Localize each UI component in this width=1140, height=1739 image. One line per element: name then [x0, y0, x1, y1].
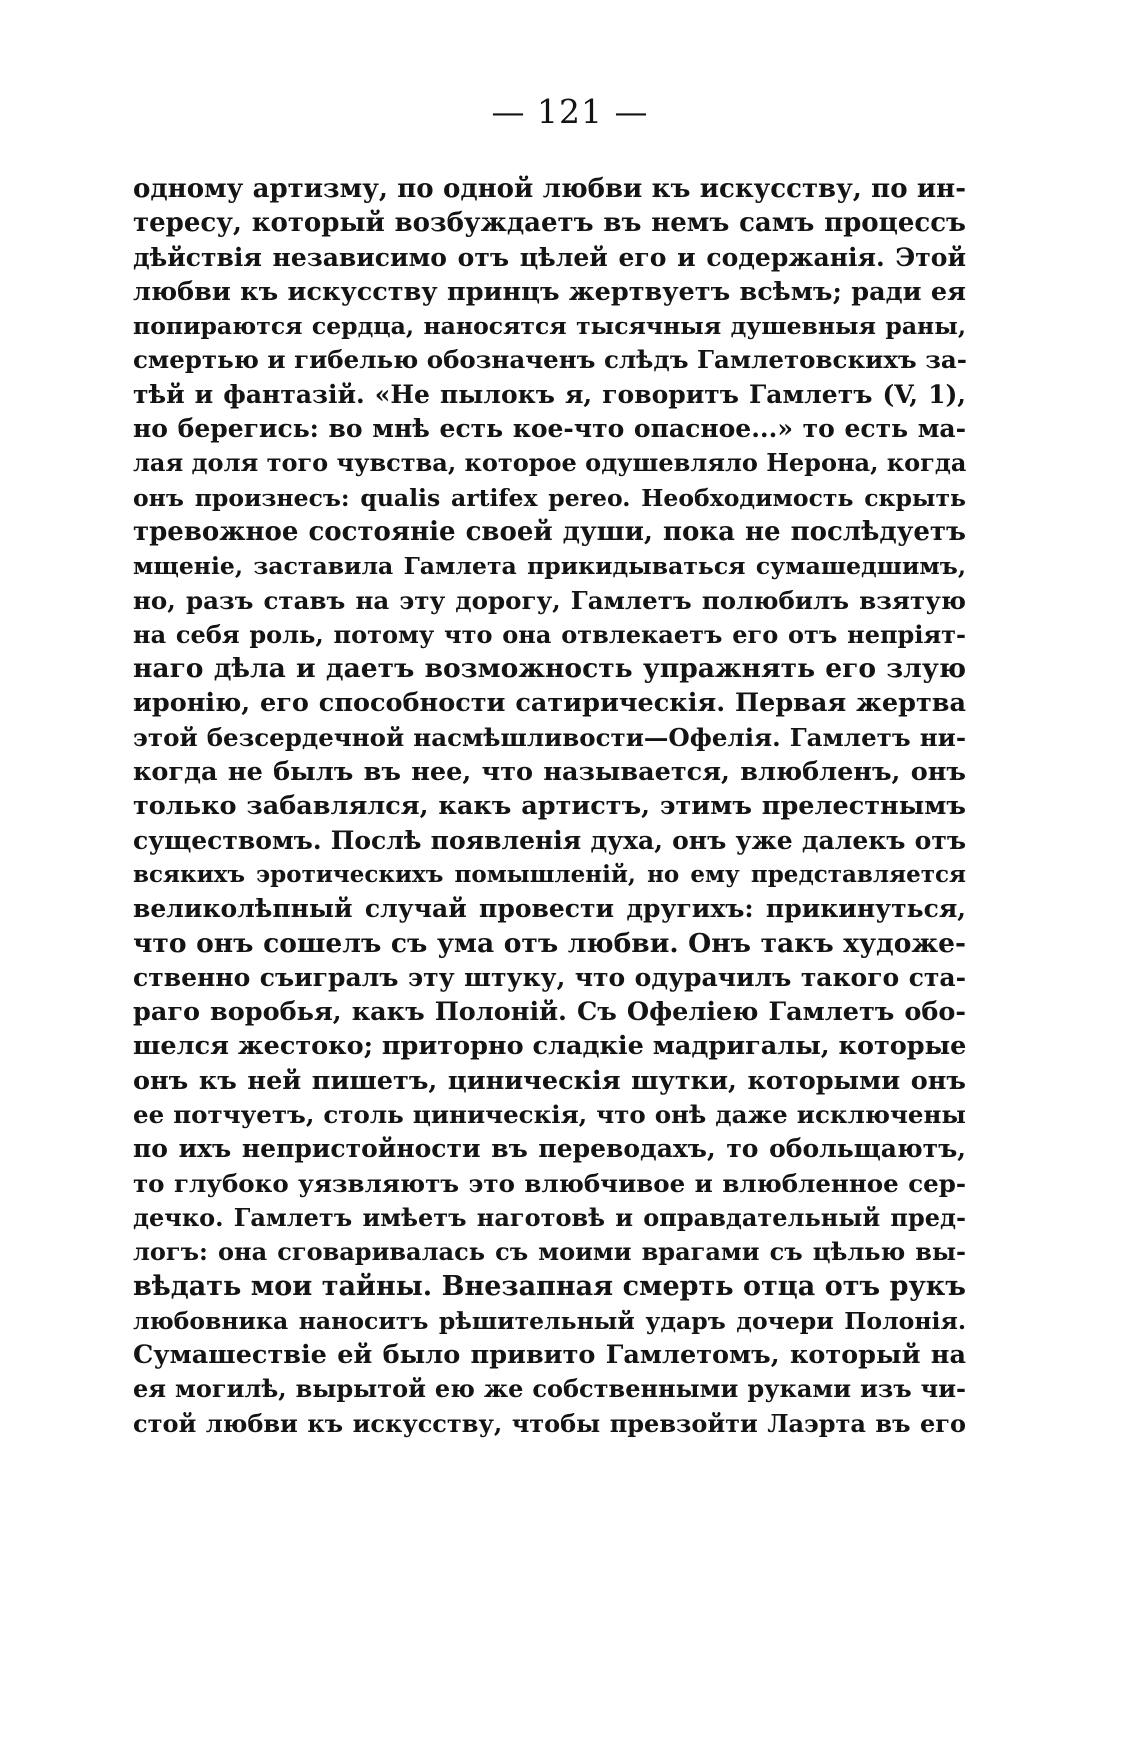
text-line: дечко. Гамлетъ имѣетъ наготовѣ и оправдательный пред-: [133, 1202, 966, 1232]
text-line: тѣй и фантазій. «Не пылокъ я, говоритъ Гамлетъ (V, 1),: [133, 379, 966, 409]
text-line: попираются сердца, наносятся тысячныя душевныя раны,: [133, 312, 966, 341]
text-line: раго воробья, какъ Полоній. Съ Офеліею Гамлетъ обо-: [133, 997, 966, 1028]
text-line: онъ произнесъ: qualis artifex pereo. Необходимость скрыть: [133, 483, 966, 512]
text-line: только забавлялся, какъ артистъ, этимъ прелестнымъ: [133, 791, 966, 822]
text-line: Сумашествіе ей было привито Гамлетомъ, который на: [133, 1340, 966, 1371]
text-line: ея могилѣ, вырытой ею же собственными руками изъ чи-: [133, 1374, 966, 1404]
text-line: но берегись: во мнѣ есть кое-что опасное...» то есть ма-: [133, 414, 966, 444]
text-line: вѣдать мои тайны. Внезапная смерть отца отъ рукъ: [133, 1270, 966, 1302]
text-line: ее потчуетъ, столь циническія, что онѣ даже исключены: [133, 1100, 966, 1130]
text-line: дѣйствія независимо отъ цѣлей его и содержанія. Этой: [133, 242, 966, 272]
text-line: что онъ сошелъ съ ума отъ любви. Онъ такъ художе-: [133, 927, 966, 959]
text-line: когда не былъ въ нее, что называется, влюбленъ, онъ: [133, 757, 966, 788]
text-line: наго дѣла и даетъ возможность упражнять его злую: [133, 653, 966, 685]
text-line: мщеніе, заставила Гамлета прикидываться сумашедшимъ,: [133, 552, 966, 581]
text-line: этой безсердечной насмѣшливости—Офелія. Гамлетъ ни-: [133, 722, 966, 752]
page-number: — 121 —: [491, 92, 649, 131]
text-line: ственно съигралъ эту штуку, что одурачилъ такого ста-: [133, 962, 966, 992]
text-line: лая доля того чувства, которое одушевляло Нерона, когда: [133, 448, 967, 478]
text-line: всякихъ эротическихъ помышленій, но ему представляется: [133, 860, 966, 888]
text-line: любовника наноситъ рѣшительный ударъ дочери Полонія.: [133, 1306, 966, 1335]
text-line: одному артизму, по одной любви къ искусству, по ин-: [133, 174, 966, 204]
text-line: онъ къ ней пишетъ, циническія шутки, которыми онъ: [133, 1065, 966, 1096]
text-line: стой любви къ искусству, чтобы превзойти Лаэрта въ его: [133, 1408, 966, 1438]
text-line: то глубоко уязвляютъ это влюбчивое и влюбленное сер-: [133, 1168, 966, 1198]
body-text: [133, 172, 966, 1441]
text-line: любви къ искусству принцъ жертвуетъ всѣмъ; ради ея: [133, 276, 966, 307]
text-line: но, разъ ставъ на эту дорогу, Гамлетъ полюбилъ взятую: [133, 585, 966, 615]
text-line: тревожное состояніе своей души, пока не послѣдуетъ: [133, 516, 966, 547]
text-line: тересу, который возбуждаетъ въ немъ самъ процессъ: [133, 208, 966, 239]
text-line: смертью и гибелью обозначенъ слѣдъ Гамлетовскихъ за-: [133, 345, 967, 375]
text-line: по ихъ непристойности въ переводахъ, то обольщаютъ,: [133, 1134, 966, 1164]
text-line: иронію, его способности сатирическія. Первая жертва: [133, 688, 966, 719]
text-line: шелся жестоко; приторно сладкіе мадригалы, которые: [133, 1031, 967, 1062]
text-line: логъ: она сговаривалась съ моими врагами съ цѣлью вы-: [133, 1237, 966, 1267]
text-line: существомъ. Послѣ появленія духа, онъ уже далекъ отъ: [133, 825, 966, 855]
text-line: на себя роль, потому что она отвлекаетъ его отъ непріят-: [133, 619, 966, 649]
text-line: великолѣпный случай провести другихъ: прикинуться,: [133, 894, 966, 924]
